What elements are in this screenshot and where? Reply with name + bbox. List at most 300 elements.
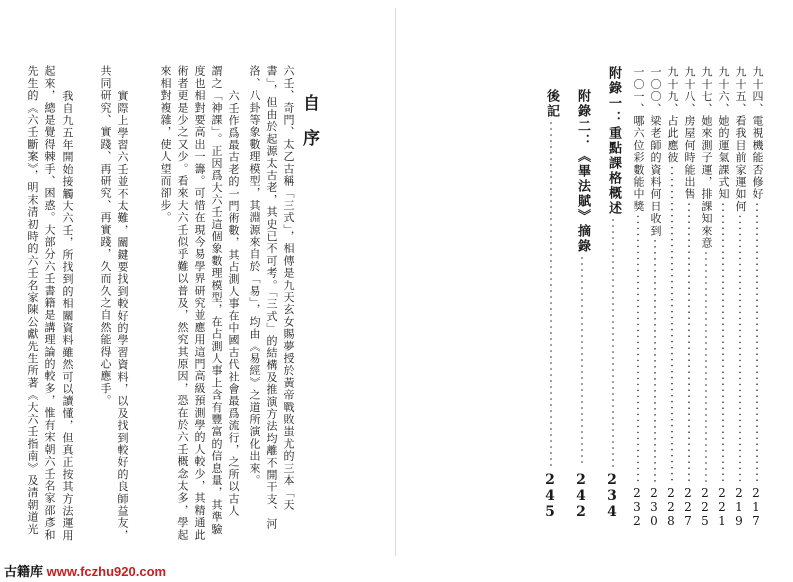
leader-dot (654, 384, 656, 386)
leader-dot (739, 270, 741, 272)
leader-dot (550, 452, 552, 454)
leader-dot (688, 299, 690, 301)
leader-dot (637, 264, 639, 266)
leader-dot (722, 407, 724, 409)
leader-dot (756, 443, 758, 445)
leader-dot (722, 467, 724, 469)
leader-dot (612, 381, 614, 383)
leader-dot (739, 240, 741, 242)
leader-dot (637, 312, 639, 314)
leader-dot (671, 395, 673, 397)
leader-dot (739, 408, 741, 410)
leader-dot (637, 324, 639, 326)
leader-dot (671, 455, 673, 457)
leader-dot (756, 353, 758, 355)
leader-dot (739, 264, 741, 266)
leader-dot (550, 266, 552, 268)
leader-dot (688, 371, 690, 373)
leader-dot (705, 354, 707, 356)
leader-dot (756, 245, 758, 247)
preface-line: 謂之「神課」。正因爲大六壬這個象數理模型，在占測人事上含有豐富的信息量，其準驗 (210, 65, 223, 536)
leader-dot (637, 408, 639, 410)
leader-dot (671, 251, 673, 253)
leader-dot (705, 348, 707, 350)
leader-dot (637, 216, 639, 218)
leader-dot (654, 438, 656, 440)
leader-dot (654, 342, 656, 344)
leader-dot (739, 336, 741, 338)
leader-dot (637, 426, 639, 428)
leader-dot (654, 354, 656, 356)
leader-dot (550, 206, 552, 208)
leader-dot (756, 239, 758, 241)
leader-dot (671, 239, 673, 241)
leader-dot (654, 294, 656, 296)
leader-dot (637, 258, 639, 260)
leader-dot (705, 456, 707, 458)
leader-dot (722, 317, 724, 319)
leader-dot (654, 276, 656, 278)
leader-dot (688, 377, 690, 379)
leader-dot (739, 246, 741, 248)
leader-dot (739, 438, 741, 440)
leader-dot (705, 462, 707, 464)
leader-dot (550, 218, 552, 220)
leader-dot (671, 461, 673, 463)
leader-dot (705, 252, 707, 254)
leader-dot (688, 251, 690, 253)
leader-dot (705, 324, 707, 326)
leader-dot (756, 359, 758, 361)
leader-dot (739, 462, 741, 464)
leader-dot (756, 473, 758, 475)
leader-dot (637, 378, 639, 380)
leader-dot (722, 455, 724, 457)
leader-dot (688, 317, 690, 319)
leader-dot (756, 371, 758, 373)
toc-entry-label: 九十六、她的運氣課式知 (717, 66, 730, 201)
leader-dot (654, 300, 656, 302)
leader-dot (637, 396, 639, 398)
leader-dot (705, 420, 707, 422)
leader-dot (612, 441, 614, 443)
leader-dot (705, 390, 707, 392)
leader-dot (705, 366, 707, 368)
leader-dot (550, 440, 552, 442)
leader-dot (739, 402, 741, 404)
leader-dot (739, 450, 741, 452)
leader-dot (722, 365, 724, 367)
leader-dot (671, 197, 673, 199)
leader-dot (705, 360, 707, 362)
leader-dot (756, 461, 758, 463)
leader-dot (688, 305, 690, 307)
leader-dot (688, 329, 690, 331)
leader-dot (612, 219, 614, 221)
leader-dot (756, 335, 758, 337)
leader-dot (550, 428, 552, 430)
leader-dot (612, 339, 614, 341)
leader-dot (705, 414, 707, 416)
leader-dot (688, 461, 690, 463)
leader-dot (722, 377, 724, 379)
leader-dot (688, 287, 690, 289)
preface-line: 書」，但由於起源太古老，其史已不可考。「三式」的結構及推演方法均離不開干支、河 (265, 65, 278, 530)
leader-dot (671, 347, 673, 349)
leader-dot (739, 348, 741, 350)
leader-dot (637, 414, 639, 416)
leader-dot (581, 263, 583, 265)
leader-dot (688, 263, 690, 265)
leader-dot (722, 389, 724, 391)
leader-dot (722, 461, 724, 463)
leader-dot (705, 282, 707, 284)
leader-dot (722, 383, 724, 385)
leader-dot (654, 396, 656, 398)
leader-dot (671, 371, 673, 373)
leader-dot (705, 384, 707, 386)
leader-dot (637, 270, 639, 272)
leader-dot (722, 347, 724, 349)
leader-dot (722, 413, 724, 415)
leader-dot (637, 246, 639, 248)
leader-dot (581, 275, 583, 277)
leader-dot (671, 323, 673, 325)
toc-entry-page: 219 (732, 486, 746, 528)
leader-dot (722, 209, 724, 211)
leader-dot (612, 333, 614, 335)
toc-entry-page: 221 (715, 486, 729, 528)
leader-dot (722, 419, 724, 421)
leader-dot (688, 203, 690, 205)
leader-dot (739, 276, 741, 278)
leader-dot (722, 239, 724, 241)
leader-dot (756, 215, 758, 217)
leader-dot (722, 323, 724, 325)
leader-dot (637, 228, 639, 230)
leader-dot (637, 444, 639, 446)
leader-dot (612, 303, 614, 305)
leader-dot (739, 222, 741, 224)
leader-dot (739, 330, 741, 332)
leader-dot (722, 227, 724, 229)
leader-dot (654, 264, 656, 266)
leader-dot (612, 273, 614, 275)
toc-entry-label: 九十七、她來測子運，排課知來意 (700, 66, 713, 249)
leader-dot (739, 468, 741, 470)
leader-dot (550, 272, 552, 274)
leader-dot (550, 434, 552, 436)
toc-entry-page: 227 (681, 486, 695, 528)
leader-dot (671, 173, 673, 175)
leader-dot (671, 437, 673, 439)
leader-dot (654, 306, 656, 308)
leader-dot (612, 285, 614, 287)
leader-dot (739, 306, 741, 308)
leader-dot (756, 395, 758, 397)
page-gutter (395, 8, 396, 556)
leader-dot (756, 341, 758, 343)
leader-dot (654, 312, 656, 314)
leader-dot (756, 209, 758, 211)
preface-line: 六壬作爲最古老的一門術數，其占測人事在中國古代社會最爲流行，之所以古人 (227, 90, 240, 517)
leader-dot (671, 419, 673, 421)
leader-dot (550, 320, 552, 322)
leader-dot (550, 332, 552, 334)
leader-dot (612, 351, 614, 353)
leader-dot (671, 203, 673, 205)
leader-dot (581, 419, 583, 421)
leader-dot (722, 443, 724, 445)
leader-dot (688, 395, 690, 397)
leader-dot (722, 359, 724, 361)
leader-dot (671, 341, 673, 343)
leader-dot (756, 329, 758, 331)
leader-dot (550, 122, 552, 124)
leader-dot (722, 215, 724, 217)
leader-dot (688, 473, 690, 475)
leader-dot (722, 251, 724, 253)
leader-dot (581, 281, 583, 283)
leader-dot (671, 377, 673, 379)
leader-dot (722, 329, 724, 331)
leader-dot (671, 467, 673, 469)
leader-dot (705, 318, 707, 320)
leader-dot (739, 474, 741, 476)
toc-entry-label: 九十五、看我目前家運如何 (734, 66, 747, 213)
toc-entry-page: 232 (630, 486, 644, 528)
leader-dot (637, 342, 639, 344)
leader-dot (671, 257, 673, 259)
leader-dot (671, 221, 673, 223)
leader-dot (739, 312, 741, 314)
leader-dot (654, 408, 656, 410)
leader-dot (637, 456, 639, 458)
leader-dot (739, 282, 741, 284)
leader-dot (688, 221, 690, 223)
leader-dot (637, 252, 639, 254)
leader-dot (722, 299, 724, 301)
leader-dot (637, 432, 639, 434)
leader-dot (654, 252, 656, 254)
leader-dot (612, 243, 614, 245)
leader-dot (739, 288, 741, 290)
leader-dot (612, 375, 614, 377)
leader-dot (581, 335, 583, 337)
leader-dot (550, 404, 552, 406)
toc-entry-label: 附錄二：《畢法賦》摘錄 (575, 89, 590, 254)
leader-dot (612, 447, 614, 449)
leader-dot (612, 357, 614, 359)
leader-dot (637, 276, 639, 278)
leader-dot (688, 239, 690, 241)
leader-dot (550, 236, 552, 238)
leader-dot (637, 360, 639, 362)
leader-dot (688, 467, 690, 469)
leader-dot (637, 222, 639, 224)
leader-dot (637, 390, 639, 392)
leader-dot (637, 480, 639, 482)
leader-dot (688, 455, 690, 457)
toc-entry-page: 228 (664, 486, 678, 528)
leader-dot (581, 257, 583, 259)
leader-dot (612, 417, 614, 419)
leader-dot (739, 480, 741, 482)
leader-dot (739, 456, 741, 458)
leader-dot (637, 438, 639, 440)
leader-dot (688, 359, 690, 361)
leader-dot (612, 429, 614, 431)
leader-dot (637, 354, 639, 356)
leader-dot (612, 459, 614, 461)
leader-dot (705, 480, 707, 482)
leader-dot (612, 261, 614, 263)
leader-dot (739, 366, 741, 368)
leader-dot (739, 378, 741, 380)
leader-dot (739, 414, 741, 416)
leader-dot (739, 342, 741, 344)
leader-dot (705, 450, 707, 452)
leader-dot (756, 317, 758, 319)
preface-line: 實際上學習六壬並不太難，關鍵要找到較好的學習資料，以及找到較好的良師益友， (116, 90, 129, 542)
toc-entry-page: 245 (542, 472, 558, 520)
toc-entry-page: 230 (647, 486, 661, 528)
leader-dot (550, 188, 552, 190)
leader-dot (671, 215, 673, 217)
leader-dot (722, 395, 724, 397)
leader-dot (612, 291, 614, 293)
leader-dot (550, 140, 552, 142)
leader-dot (688, 389, 690, 391)
leader-dot (739, 216, 741, 218)
leader-dot (581, 437, 583, 439)
leader-dot (550, 296, 552, 298)
leader-dot (654, 462, 656, 464)
leader-dot (581, 269, 583, 271)
leader-dot (756, 455, 758, 457)
toc-entry-page: 242 (573, 472, 589, 520)
toc-entry-label: 後記 (544, 89, 559, 119)
leader-dot (756, 467, 758, 469)
leader-dot (581, 341, 583, 343)
leader-dot (756, 263, 758, 265)
leader-dot (671, 407, 673, 409)
leader-dot (637, 300, 639, 302)
leader-dot (581, 443, 583, 445)
leader-dot (688, 275, 690, 277)
leader-dot (612, 411, 614, 413)
leader-dot (581, 455, 583, 457)
leader-dot (756, 419, 758, 421)
leader-dot (581, 461, 583, 463)
leader-dot (654, 282, 656, 284)
leader-dot (688, 335, 690, 337)
toc-entry-label: 一〇〇、梁老師的資料何日收到 (649, 66, 662, 237)
leader-dot (550, 464, 552, 466)
leader-dot (612, 309, 614, 311)
leader-dot (550, 422, 552, 424)
preface-line: 術者更是少之又少。看來大六壬似乎難以普及，然究其原因，恐在於六壬概念太多，學起 (176, 65, 189, 541)
leader-dot (581, 347, 583, 349)
leader-dot (654, 468, 656, 470)
leader-dot (705, 336, 707, 338)
leader-dot (654, 270, 656, 272)
leader-dot (612, 405, 614, 407)
leader-dot (722, 293, 724, 295)
leader-dot (722, 263, 724, 265)
leader-dot (739, 234, 741, 236)
leader-dot (688, 425, 690, 427)
leader-dot (705, 288, 707, 290)
leader-dot (581, 323, 583, 325)
leader-dot (581, 293, 583, 295)
leader-dot (550, 416, 552, 418)
leader-dot (705, 312, 707, 314)
leader-dot (612, 225, 614, 227)
leader-dot (671, 185, 673, 187)
leader-dot (756, 425, 758, 427)
leader-dot (637, 348, 639, 350)
leader-dot (671, 311, 673, 313)
leader-dot (654, 372, 656, 374)
leader-dot (671, 443, 673, 445)
leader-dot (688, 383, 690, 385)
leader-dot (612, 321, 614, 323)
leader-dot (550, 128, 552, 130)
leader-dot (756, 413, 758, 415)
leader-dot (612, 399, 614, 401)
leader-dot (688, 233, 690, 235)
leader-dot (581, 305, 583, 307)
leader-dot (688, 365, 690, 367)
preface-line: 先生的《六壬斷案》，明末清初時的六壬名家陳公獻先生所著《大六壬指南》及清朝道光 (26, 65, 39, 536)
leader-dot (550, 446, 552, 448)
leader-dot (722, 335, 724, 337)
leader-dot (581, 329, 583, 331)
leader-dot (705, 402, 707, 404)
leader-dot (671, 269, 673, 271)
leader-dot (550, 158, 552, 160)
leader-dot (705, 378, 707, 380)
leader-dot (654, 480, 656, 482)
leader-dot (739, 360, 741, 362)
leader-dot (637, 240, 639, 242)
leader-dot (550, 356, 552, 358)
leader-dot (654, 474, 656, 476)
leader-dot (654, 246, 656, 248)
leader-dot (688, 215, 690, 217)
leader-dot (671, 353, 673, 355)
leader-dot (671, 359, 673, 361)
leader-dot (637, 336, 639, 338)
toc-entry-label: 附錄一：重點課格概述 (606, 66, 621, 216)
leader-dot (756, 449, 758, 451)
leader-dot (671, 293, 673, 295)
leader-dot (671, 179, 673, 181)
leader-dot (550, 242, 552, 244)
leader-dot (739, 372, 741, 374)
toc-entry-page: 234 (604, 472, 620, 520)
leader-dot (722, 257, 724, 259)
leader-dot (581, 353, 583, 355)
leader-dot (739, 258, 741, 260)
toc-entry-label: 一〇一、哪六位彩數能中獎 (632, 66, 645, 213)
leader-dot (671, 281, 673, 283)
leader-dot (550, 308, 552, 310)
leader-dot (671, 227, 673, 229)
leader-dot (654, 444, 656, 446)
leader-dot (550, 290, 552, 292)
